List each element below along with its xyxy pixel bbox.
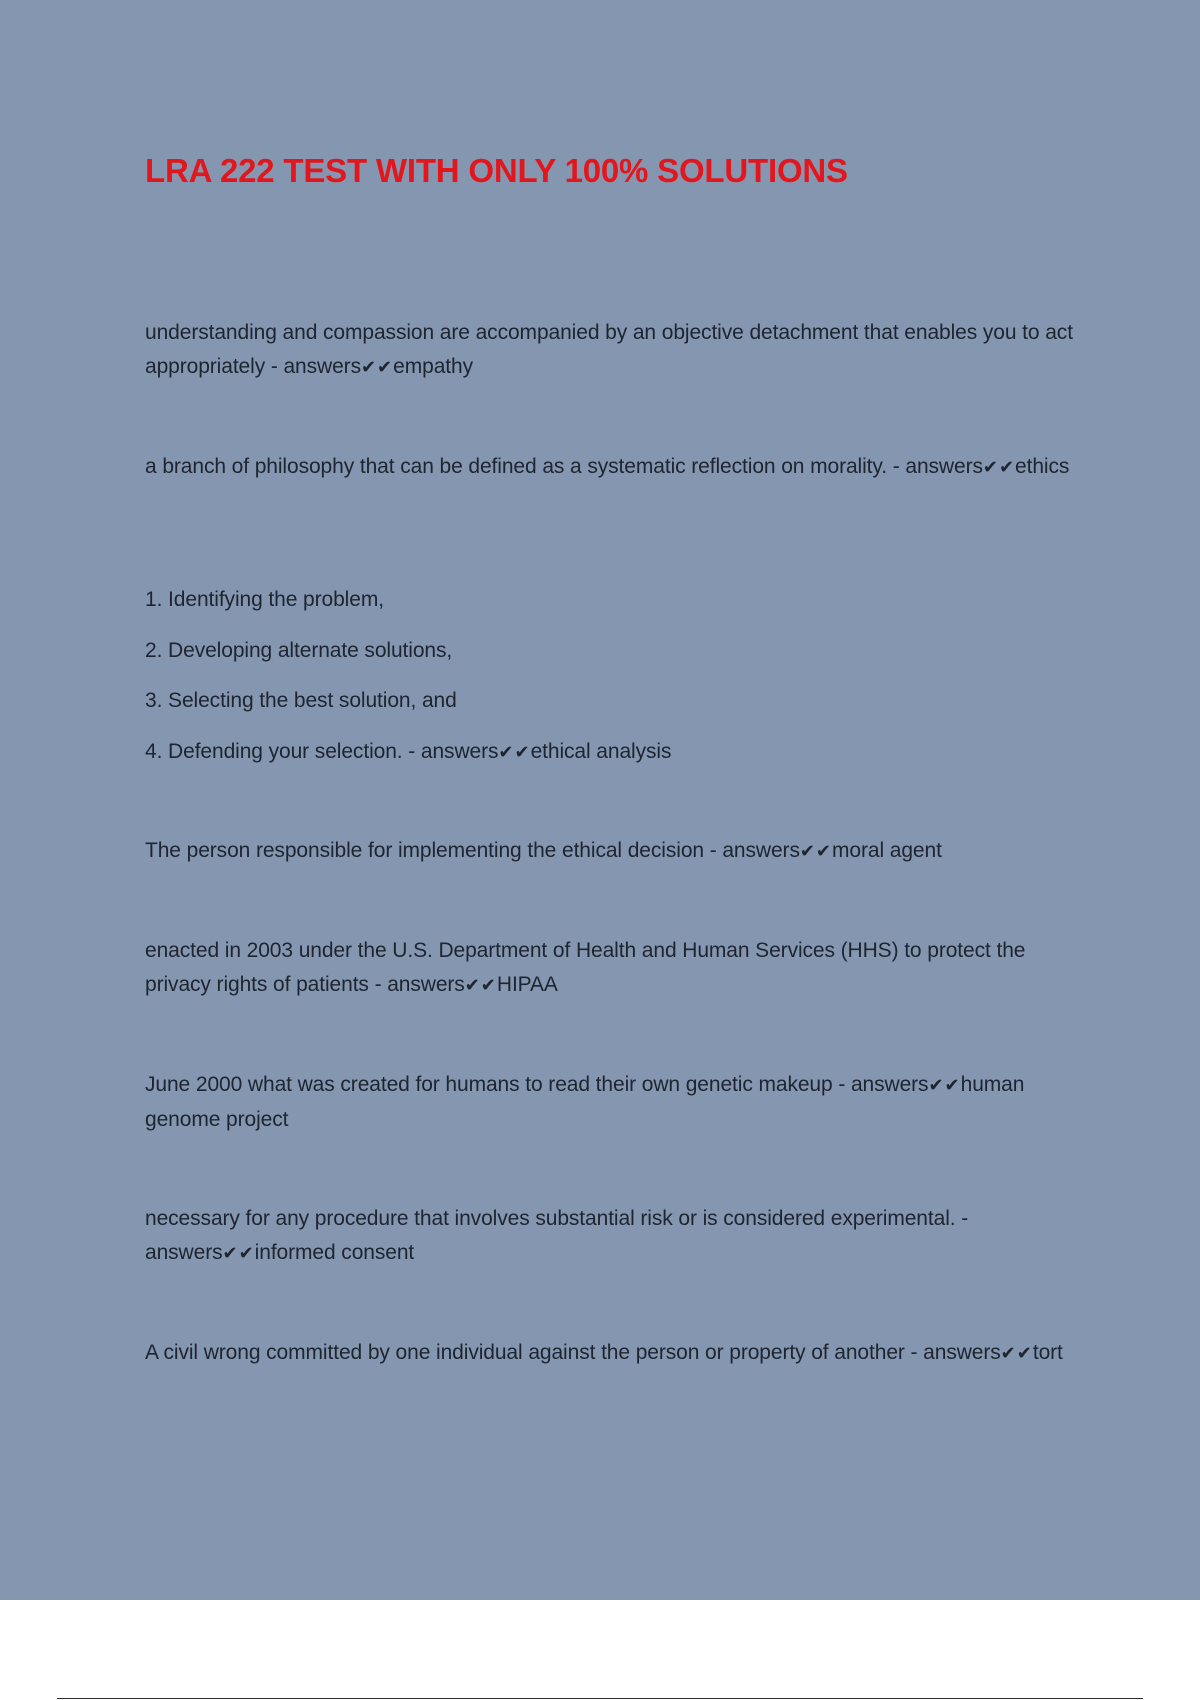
qa-item-tort: [145, 1336, 1090, 1371]
question-text: A civil wrong committed by one individual against the person or property of another: [145, 1341, 905, 1364]
question-text: The person responsible for implementing the ethical decision: [145, 839, 704, 862]
answer-text: HIPAA: [496, 973, 558, 996]
double-checkmark-icon: ✔✔: [1000, 1343, 1033, 1364]
double-checkmark-icon: ✔✔: [799, 841, 833, 862]
qa-item-informed-consent: [145, 1202, 1090, 1271]
step-2: 2. Developing alternate solutions,: [145, 639, 453, 662]
answer-text: ethics: [1015, 455, 1070, 478]
document-content: [145, 150, 1090, 192]
answer-text: moral agent: [832, 839, 942, 862]
double-checkmark-icon: ✔✔: [498, 742, 531, 763]
question-text: enacted in 2003 under the U.S. Department of Health and Human Services (HHS) to protect the privacy rights of patients: [145, 939, 1026, 996]
answer-text: informed consent: [254, 1241, 415, 1264]
answer-marker: - answers: [265, 355, 361, 378]
double-checkmark-icon: ✔✔: [982, 457, 1016, 478]
double-checkmark-icon: ✔✔: [928, 1075, 961, 1096]
answer-marker: - answers: [904, 1341, 1001, 1364]
qa-item-ethical-analysis-step-3: [145, 684, 1090, 718]
answer-text: tort: [1032, 1341, 1063, 1364]
answer-text: human genome project: [145, 1073, 1025, 1131]
question-text: June 2000 what was created for humans to read their own genetic makeup: [145, 1073, 833, 1096]
answer-marker: - answers: [832, 1073, 929, 1096]
page-bottom-rule: [57, 1698, 1143, 1699]
answer-marker: - answers: [145, 1207, 969, 1264]
answer-marker: - answers: [402, 740, 499, 763]
double-checkmark-icon: ✔✔: [360, 357, 394, 378]
answer-marker: - answers: [703, 839, 800, 862]
double-checkmark-icon: ✔✔: [464, 975, 497, 996]
step-3: 3. Selecting the best solution, and: [145, 689, 457, 712]
qa-item-ethical-analysis-step-2: [145, 634, 1090, 668]
document-title: LRA 222 TEST WITH ONLY 100% SOLUTIONS: [145, 152, 848, 189]
double-checkmark-icon: ✔✔: [222, 1243, 255, 1264]
answer-marker: - answers: [887, 455, 983, 478]
qa-item-human-genome-project: [145, 1068, 1090, 1137]
qa-item-ethical-analysis: [145, 583, 1090, 617]
qa-item-empathy: [145, 316, 1090, 385]
qa-item-hipaa: [145, 934, 1090, 1003]
question-text: understanding and compassion are accompanied by an objective detachment that enables you to act appropriately: [145, 321, 1073, 378]
step-1: 1. Identifying the problem,: [145, 588, 384, 611]
qa-item-ethical-analysis-step-4: [145, 735, 1090, 770]
step-4: 4. Defending your selection.: [145, 740, 403, 763]
answer-text: ethical analysis: [530, 740, 672, 763]
question-text: a branch of philosophy that can be defined as a systematic reflection on morality.: [145, 455, 887, 478]
qa-item-ethics: [145, 450, 1090, 485]
qa-item-moral-agent: [145, 834, 1090, 869]
answer-text: empathy: [393, 355, 473, 378]
question-text: necessary for any procedure that involves substantial risk or is considered experimental.: [145, 1207, 956, 1230]
answer-marker: - answers: [368, 973, 465, 996]
